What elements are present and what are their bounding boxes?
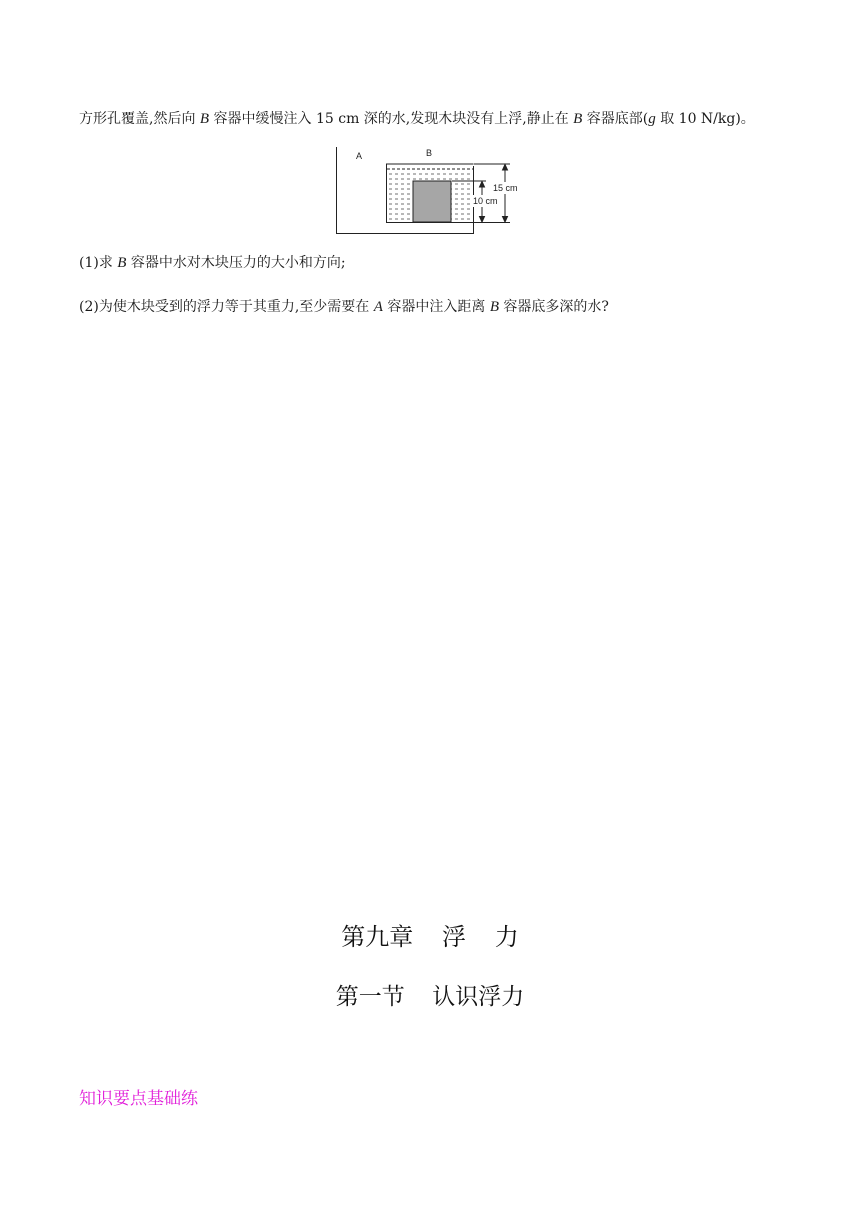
dimension-10cm: 10 cm: [473, 196, 498, 206]
var-b: B: [199, 111, 210, 127]
label-b: B: [426, 148, 433, 158]
container-diagram: [336, 147, 526, 241]
wooden-block: [413, 181, 451, 222]
var-b: B: [489, 299, 499, 315]
var-b: B: [573, 111, 583, 127]
label-a: A: [356, 151, 363, 161]
exercise-heading: 知识要点基础练: [79, 1089, 198, 1109]
var-a: A: [373, 299, 383, 315]
problem-statement: 方形孔覆盖,然后向 B 容器中缓慢注入 15 cm 深的水,发现木块没有上浮,静止在 B 容器底部(g 取 10 N/kg)。: [79, 111, 755, 127]
dimension-15cm: 15 cm: [493, 183, 518, 193]
var-g: g: [648, 111, 656, 127]
question-1: (1)求 B 容器中水对木块压力的大小和方向;: [79, 255, 346, 271]
question-2: (2)为使木块受到的浮力等于其重力,至少需要在 A 容器中注入距离 B 容器底多深的水?: [79, 299, 609, 315]
chapter-title: 第九章 浮 力: [341, 923, 519, 951]
var-b: B: [117, 255, 127, 271]
container-svg: [336, 147, 526, 237]
section-title: 第一节 认识浮力: [335, 984, 525, 1010]
